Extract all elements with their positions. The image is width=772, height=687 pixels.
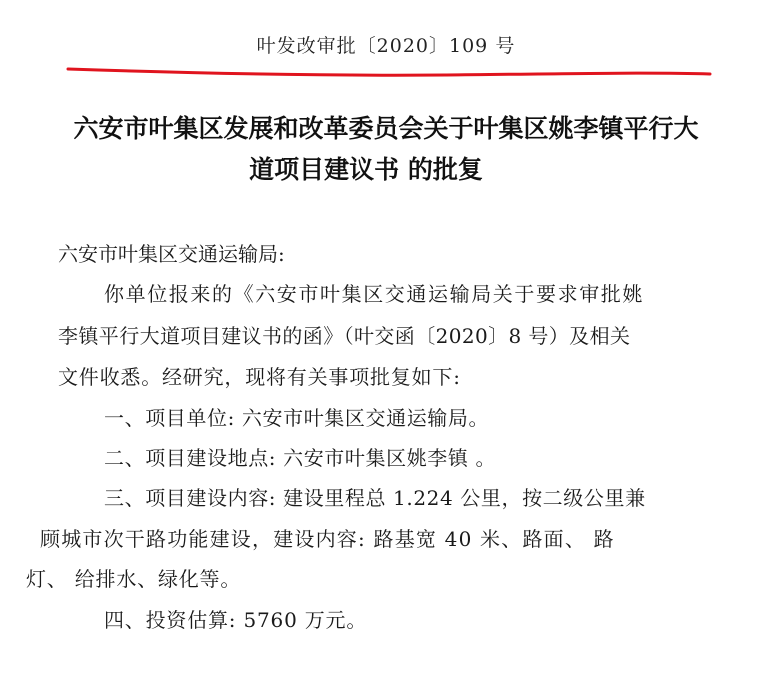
title-line-2: 道项目建议书 的批复 bbox=[249, 155, 483, 184]
item-2: 二、项目建设地点: 六安市叶集区姚李镇 。 bbox=[104, 446, 497, 470]
item-1: 一、项目单位: 六安市叶集区交通运输局。 bbox=[104, 406, 490, 430]
paragraph-1-line-1: 你单位报来的《六安市叶集区交通运输局关于要求审批姚 bbox=[104, 282, 644, 306]
item-3-line-3: 灯、 给排水、绿化等。 bbox=[26, 567, 242, 591]
document-number: 叶发改审批〔2020〕109 号 bbox=[256, 35, 516, 57]
addressee: 六安市叶集区交通运输局: bbox=[58, 242, 285, 266]
red-separator-line bbox=[66, 64, 712, 82]
item-3-line-1: 三、项目建设内容: 建设里程总 1.224 公里，按二级公里兼 bbox=[104, 486, 646, 510]
item-4: 四、投资估算: 5760 万元。 bbox=[104, 608, 368, 632]
paragraph-1-line-2: 李镇平行大道项目建议书的函》（叶交函〔2020〕8 号）及相关 bbox=[58, 324, 631, 348]
item-3-line-2: 顾城市次干路功能建设，建设内容: 路基宽 40 米、路面、 路 bbox=[40, 527, 615, 551]
paragraph-1-line-3: 文件收悉。经研究，现将有关事项批复如下: bbox=[58, 365, 461, 389]
document-title bbox=[40, 108, 732, 190]
title-line-1: 六安市叶集区发展和改革委员会关于叶集区姚李镇平行大 bbox=[73, 114, 699, 143]
